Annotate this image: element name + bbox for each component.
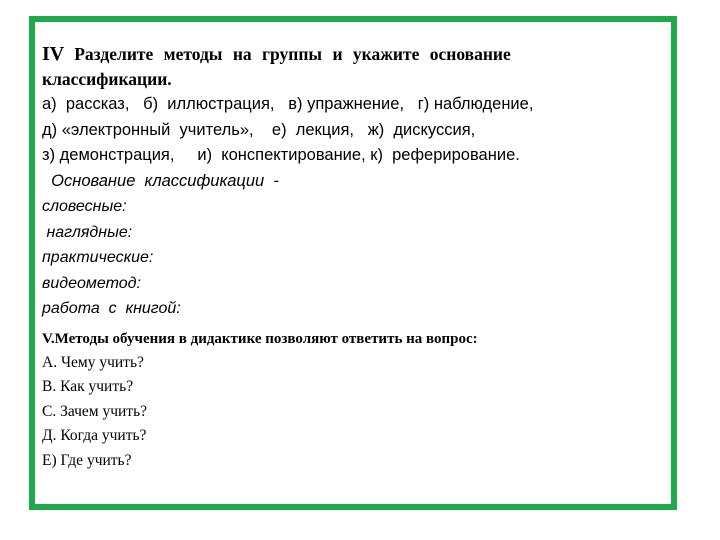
task-4-title-line-1: Разделите методы на группы и укажите основание [74,44,511,64]
methods-line-3: з) демонстрация, и) конспектирование, к) реферирование. [42,146,520,164]
answer-c: С. Зачем учить? [42,402,148,420]
answer-d: Д. Когда учить? [42,427,147,444]
methods-line-1: а) рассказ, б) иллюстрация, в) упражнение, г) наблюдение, [42,95,534,113]
category-verbal: словесные: [42,198,127,215]
task-4-title-line-2: классификации. [42,69,172,89]
category-visual: наглядные: [42,223,133,241]
slide-content [42,42,665,473]
slide-frame [29,16,677,510]
answer-list [42,351,665,474]
methods-line-2: д) «электронный учитель», е) лекция, ж) дискуссия, [42,120,476,139]
methods-list [42,92,665,169]
task-4-title [42,42,665,92]
answer-b: В. Как учить? [42,378,134,395]
answer-e: Е) Где учить? [42,451,132,469]
task-5-question: V.Методы обучения в дидактике позволяют ответить на вопрос: [42,330,478,347]
category-book-work: работа с книгой: [42,300,181,317]
classification-basis-heading: Основание классификации - [42,171,279,190]
category-video-method: видеометод: [42,274,141,292]
task-4-number: IV [42,43,65,65]
category-practical: практические: [42,249,154,266]
category-list [42,194,665,322]
answer-a: А. Чему учить? [42,353,144,371]
